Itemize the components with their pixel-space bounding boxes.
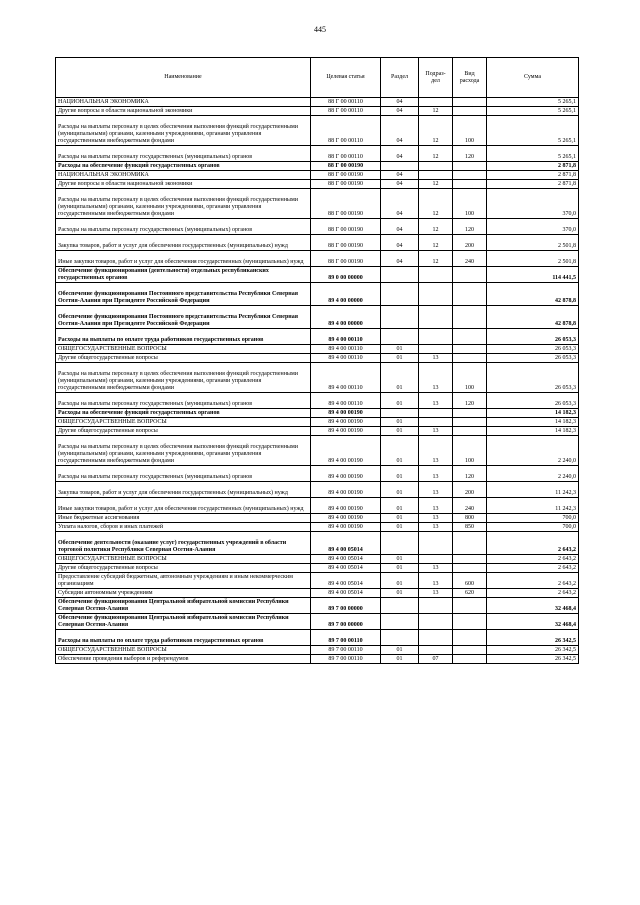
cell-section: 01: [381, 363, 419, 393]
table-row: [56, 146, 579, 162]
cell-target-code: 89 4 00 00190: [311, 418, 381, 427]
cell-name: Обеспечение функционирования Центральной избирательной комиссии Республики Северная Осетия-Алания: [56, 614, 311, 630]
cell-target-code: 89 4 00 05014: [311, 555, 381, 564]
cell-target-code: 89 4 00 00190: [311, 436, 381, 466]
cell-name: Расходы на обеспечение функций государственных органов: [56, 409, 311, 418]
header-name: Наименование: [56, 58, 311, 98]
table-row: [56, 427, 579, 436]
cell-expense-type: [453, 646, 487, 655]
table-row: [56, 267, 579, 283]
cell-sum: 42 878,8: [487, 306, 579, 329]
cell-expense-type: 850: [453, 523, 487, 532]
cell-sum: 5 265,1: [487, 107, 579, 116]
table-row: [56, 532, 579, 555]
cell-name: Субсидии автономным учреждениям: [56, 589, 311, 598]
cell-section: 01: [381, 523, 419, 532]
cell-expense-type: [453, 427, 487, 436]
cell-sum: 11 242,3: [487, 482, 579, 498]
cell-subsection: 13: [419, 427, 453, 436]
cell-section: [381, 267, 419, 283]
cell-sum: 26 053,3: [487, 363, 579, 393]
cell-target-code: 88 Г 00 00190: [311, 180, 381, 189]
cell-sum: 2 643,2: [487, 564, 579, 573]
table-row: [56, 180, 579, 189]
cell-subsection: [419, 409, 453, 418]
cell-subsection: 13: [419, 573, 453, 589]
cell-target-code: 89 4 00 00190: [311, 427, 381, 436]
cell-section: 04: [381, 219, 419, 235]
cell-subsection: [419, 171, 453, 180]
table-row: [56, 555, 579, 564]
table-row: [56, 251, 579, 267]
cell-subsection: [419, 329, 453, 345]
cell-name: Уплата налогов, сборов и иных платежей: [56, 523, 311, 532]
cell-expense-type: 100: [453, 116, 487, 146]
cell-name: Расходы на выплаты персоналу в целях обеспечения выполнения функций государственными (муниципальными) органами, казенными учреждениями, органами управления государственными внебюджетными фондами: [56, 436, 311, 466]
cell-sum: 2 501,8: [487, 251, 579, 267]
cell-expense-type: 240: [453, 251, 487, 267]
cell-target-code: 89 4 00 00190: [311, 482, 381, 498]
budget-table: [55, 57, 579, 664]
cell-target-code: 89 4 00 00190: [311, 523, 381, 532]
cell-section: 04: [381, 171, 419, 180]
cell-expense-type: [453, 329, 487, 345]
table-row: [56, 573, 579, 589]
cell-subsection: [419, 306, 453, 329]
cell-section: [381, 409, 419, 418]
cell-subsection: [419, 98, 453, 107]
cell-sum: 2 643,2: [487, 555, 579, 564]
cell-section: 01: [381, 354, 419, 363]
cell-target-code: 89 4 00 00190: [311, 409, 381, 418]
cell-subsection: 12: [419, 107, 453, 116]
cell-name: Обеспечение функционирования Центральной избирательной комиссии Республики Северная Осетия-Алания: [56, 598, 311, 614]
cell-target-code: 89 4 00 00190: [311, 514, 381, 523]
cell-expense-type: 120: [453, 393, 487, 409]
cell-target-code: 89 4 00 00000: [311, 306, 381, 329]
cell-subsection: [419, 630, 453, 646]
cell-expense-type: [453, 354, 487, 363]
cell-name: Расходы на выплаты персоналу в целях обеспечения выполнения функций государственными (муниципальными) органами, казенными учреждениями, органами управления государственными внебюджетными фондами: [56, 116, 311, 146]
table-body: [56, 98, 579, 664]
cell-subsection: 13: [419, 523, 453, 532]
cell-subsection: [419, 162, 453, 171]
cell-subsection: 12: [419, 180, 453, 189]
cell-name: Предоставление субсидий бюджетным, автономным учреждениям и иным некоммерческим организациям: [56, 573, 311, 589]
cell-sum: 2 871,8: [487, 162, 579, 171]
cell-subsection: 13: [419, 482, 453, 498]
cell-expense-type: [453, 306, 487, 329]
table-row: [56, 482, 579, 498]
cell-sum: 2 240,0: [487, 436, 579, 466]
cell-sum: 2 501,8: [487, 235, 579, 251]
cell-name: Другие общегосударственные вопросы: [56, 427, 311, 436]
table-row: [56, 514, 579, 523]
cell-section: [381, 630, 419, 646]
cell-expense-type: [453, 409, 487, 418]
cell-target-code: 88 Г 00 00110: [311, 107, 381, 116]
cell-section: 04: [381, 146, 419, 162]
cell-name: ОБЩЕГОСУДАРСТВЕННЫЕ ВОПРОСЫ: [56, 646, 311, 655]
table-row: [56, 363, 579, 393]
cell-expense-type: [453, 180, 487, 189]
cell-subsection: [419, 614, 453, 630]
cell-name: Расходы на выплаты персоналу государственных (муниципальных) органов: [56, 146, 311, 162]
cell-target-code: 89 4 00 00000: [311, 283, 381, 306]
cell-section: [381, 329, 419, 345]
cell-target-code: 88 Г 00 00190: [311, 219, 381, 235]
cell-target-code: 88 Г 00 00110: [311, 146, 381, 162]
cell-section: [381, 532, 419, 555]
cell-subsection: 13: [419, 393, 453, 409]
cell-section: 01: [381, 345, 419, 354]
cell-section: [381, 598, 419, 614]
cell-sum: 42 878,8: [487, 283, 579, 306]
cell-expense-type: 120: [453, 466, 487, 482]
cell-section: 04: [381, 189, 419, 219]
cell-name: Другие общегосударственные вопросы: [56, 354, 311, 363]
cell-name: Расходы на выплаты по оплате труда работников государственных органов: [56, 630, 311, 646]
table-row: [56, 98, 579, 107]
table-row: [56, 393, 579, 409]
cell-subsection: 13: [419, 354, 453, 363]
table-row: [56, 283, 579, 306]
cell-expense-type: [453, 107, 487, 116]
cell-target-code: 89 7 00 00000: [311, 598, 381, 614]
cell-sum: 26 342,5: [487, 646, 579, 655]
cell-subsection: 12: [419, 251, 453, 267]
cell-name: Расходы на выплаты персоналу государственных (муниципальных) органов: [56, 466, 311, 482]
cell-section: 01: [381, 393, 419, 409]
cell-section: 01: [381, 573, 419, 589]
table-row: [56, 564, 579, 573]
cell-section: 01: [381, 498, 419, 514]
cell-sum: 32 468,4: [487, 598, 579, 614]
table-row: [56, 655, 579, 664]
cell-sum: 5 265,1: [487, 146, 579, 162]
cell-expense-type: [453, 564, 487, 573]
cell-sum: 2 643,2: [487, 532, 579, 555]
cell-sum: 2 643,2: [487, 589, 579, 598]
cell-name: Иные закупки товаров, работ и услуг для обеспечения государственных (муниципальных) нужд: [56, 498, 311, 514]
cell-subsection: [419, 532, 453, 555]
cell-target-code: 88 Г 00 00190: [311, 162, 381, 171]
table-row: [56, 409, 579, 418]
cell-sum: 26 053,3: [487, 329, 579, 345]
cell-sum: 14 182,3: [487, 427, 579, 436]
cell-name: Иные бюджетные ассигнования: [56, 514, 311, 523]
cell-sum: 26 342,5: [487, 630, 579, 646]
cell-section: [381, 614, 419, 630]
cell-target-code: 89 4 00 00110: [311, 329, 381, 345]
cell-name: Расходы на выплаты по оплате труда работников государственных органов: [56, 329, 311, 345]
cell-subsection: [419, 283, 453, 306]
cell-sum: 5 265,1: [487, 116, 579, 146]
cell-section: 04: [381, 180, 419, 189]
cell-section: 04: [381, 116, 419, 146]
cell-target-code: 88 Г 00 00190: [311, 189, 381, 219]
cell-sum: 2 871,8: [487, 180, 579, 189]
cell-subsection: [419, 598, 453, 614]
table-row: [56, 614, 579, 630]
cell-subsection: 13: [419, 363, 453, 393]
cell-subsection: 13: [419, 466, 453, 482]
table-row: [56, 630, 579, 646]
cell-target-code: 89 4 00 00110: [311, 345, 381, 354]
cell-subsection: 12: [419, 146, 453, 162]
cell-sum: 14 182,3: [487, 418, 579, 427]
table-row: [56, 107, 579, 116]
cell-name: Закупка товаров, работ и услуг для обеспечения государственных (муниципальных) нужд: [56, 235, 311, 251]
cell-section: 04: [381, 235, 419, 251]
cell-section: 01: [381, 589, 419, 598]
cell-section: 04: [381, 98, 419, 107]
cell-section: 01: [381, 655, 419, 664]
cell-name: Расходы на выплаты персоналу государственных (муниципальных) органов: [56, 219, 311, 235]
cell-expense-type: [453, 162, 487, 171]
cell-section: 01: [381, 466, 419, 482]
cell-expense-type: 120: [453, 219, 487, 235]
cell-section: 01: [381, 564, 419, 573]
cell-target-code: 89 7 00 00110: [311, 630, 381, 646]
cell-section: 04: [381, 107, 419, 116]
cell-target-code: 88 Г 00 00110: [311, 98, 381, 107]
cell-target-code: 88 Г 00 00190: [311, 251, 381, 267]
cell-subsection: 07: [419, 655, 453, 664]
header-section: Раздел: [381, 58, 419, 98]
cell-section: 01: [381, 555, 419, 564]
cell-name: НАЦИОНАЛЬНАЯ ЭКОНОМИКА: [56, 171, 311, 180]
cell-subsection: [419, 418, 453, 427]
cell-expense-type: [453, 283, 487, 306]
cell-sum: 2 643,2: [487, 573, 579, 589]
table-header-row: [56, 58, 579, 98]
table-row: [56, 235, 579, 251]
cell-subsection: 12: [419, 235, 453, 251]
cell-target-code: 89 7 00 00110: [311, 655, 381, 664]
cell-expense-type: 620: [453, 589, 487, 598]
cell-sum: 370,0: [487, 219, 579, 235]
cell-section: [381, 306, 419, 329]
cell-expense-type: [453, 345, 487, 354]
cell-expense-type: [453, 598, 487, 614]
cell-expense-type: [453, 267, 487, 283]
cell-name: ОБЩЕГОСУДАРСТВЕННЫЕ ВОПРОСЫ: [56, 345, 311, 354]
cell-target-code: 89 7 00 00000: [311, 614, 381, 630]
cell-expense-type: [453, 418, 487, 427]
table-row: [56, 523, 579, 532]
cell-expense-type: [453, 171, 487, 180]
cell-subsection: 12: [419, 116, 453, 146]
cell-target-code: 89 4 00 00190: [311, 466, 381, 482]
cell-target-code: 89 4 00 05014: [311, 589, 381, 598]
cell-sum: 26 053,3: [487, 345, 579, 354]
cell-name: Обеспечение функционирования Постоянного представительства Республики Северная Осетия-Алания при Президенте Российской Федерации: [56, 306, 311, 329]
cell-section: [381, 162, 419, 171]
header-expense-type: Вид расхода: [453, 58, 487, 98]
cell-name: Иные закупки товаров, работ и услуг для обеспечения государственных (муниципальных) нужд: [56, 251, 311, 267]
table-row: [56, 116, 579, 146]
cell-expense-type: 100: [453, 363, 487, 393]
cell-expense-type: 200: [453, 482, 487, 498]
cell-target-code: 89 4 00 00110: [311, 393, 381, 409]
cell-subsection: 13: [419, 498, 453, 514]
cell-expense-type: [453, 614, 487, 630]
cell-name: Другие общегосударственные вопросы: [56, 564, 311, 573]
cell-subsection: 12: [419, 219, 453, 235]
cell-target-code: 89 4 00 05014: [311, 564, 381, 573]
cell-expense-type: 120: [453, 146, 487, 162]
cell-sum: 11 242,3: [487, 498, 579, 514]
cell-expense-type: [453, 630, 487, 646]
cell-name: ОБЩЕГОСУДАРСТВЕННЫЕ ВОПРОСЫ: [56, 418, 311, 427]
cell-sum: 370,0: [487, 189, 579, 219]
cell-name: Расходы на обеспечение функций государственных органов: [56, 162, 311, 171]
cell-section: [381, 283, 419, 306]
cell-target-code: 89 0 00 00000: [311, 267, 381, 283]
cell-name: Обеспечение функционирования (деятельности) отдельных республиканских государственных органов: [56, 267, 311, 283]
table-row: [56, 646, 579, 655]
table-row: [56, 219, 579, 235]
table-row: [56, 345, 579, 354]
cell-section: 01: [381, 427, 419, 436]
cell-expense-type: [453, 532, 487, 555]
cell-name: Другие вопросы в области национальной экономики: [56, 107, 311, 116]
cell-expense-type: 240: [453, 498, 487, 514]
table-row: [56, 589, 579, 598]
cell-name: Расходы на выплаты персоналу в целях обеспечения выполнения функций государственными (муниципальными) органами, казенными учреждениями, органами управления государственными внебюджетными фондами: [56, 363, 311, 393]
cell-target-code: 89 7 00 00110: [311, 646, 381, 655]
cell-subsection: [419, 646, 453, 655]
cell-sum: 5 265,1: [487, 98, 579, 107]
cell-expense-type: 200: [453, 235, 487, 251]
cell-name: Расходы на выплаты персоналу государственных (муниципальных) органов: [56, 393, 311, 409]
cell-subsection: 13: [419, 436, 453, 466]
cell-sum: 2 240,0: [487, 466, 579, 482]
cell-target-code: 89 4 00 00190: [311, 498, 381, 514]
cell-target-code: 88 Г 00 00190: [311, 171, 381, 180]
cell-name: ОБЩЕГОСУДАРСТВЕННЫЕ ВОПРОСЫ: [56, 555, 311, 564]
cell-subsection: [419, 345, 453, 354]
cell-subsection: 13: [419, 589, 453, 598]
table-row: [56, 498, 579, 514]
cell-name: Расходы на выплаты персоналу в целях обеспечения выполнения функций государственными (муниципальными) органами, казенными учреждениями, органами управления государственными внебюджетными фондами: [56, 189, 311, 219]
cell-section: 01: [381, 436, 419, 466]
cell-expense-type: 800: [453, 514, 487, 523]
table-row: [56, 418, 579, 427]
cell-target-code: 89 4 00 00110: [311, 354, 381, 363]
table-row: [56, 598, 579, 614]
cell-section: 01: [381, 482, 419, 498]
cell-subsection: [419, 267, 453, 283]
cell-expense-type: 600: [453, 573, 487, 589]
cell-sum: 700,0: [487, 514, 579, 523]
cell-target-code: 88 Г 00 00190: [311, 235, 381, 251]
cell-section: 01: [381, 418, 419, 427]
cell-sum: 14 182,3: [487, 409, 579, 418]
cell-expense-type: [453, 655, 487, 664]
cell-subsection: 12: [419, 189, 453, 219]
cell-sum: 700,0: [487, 523, 579, 532]
cell-sum: 26 342,5: [487, 655, 579, 664]
cell-target-code: 89 4 00 05014: [311, 532, 381, 555]
table-row: [56, 436, 579, 466]
cell-sum: 26 053,3: [487, 393, 579, 409]
cell-sum: 26 053,3: [487, 354, 579, 363]
cell-name: НАЦИОНАЛЬНАЯ ЭКОНОМИКА: [56, 98, 311, 107]
table-row: [56, 306, 579, 329]
cell-name: Другие вопросы в области национальной экономики: [56, 180, 311, 189]
table-row: [56, 171, 579, 180]
table-row: [56, 329, 579, 345]
cell-section: 01: [381, 514, 419, 523]
cell-name: Обеспечение функционирования Постоянного представительства Республики Северная Осетия-Алания при Президенте Российской Федерации: [56, 283, 311, 306]
header-sum: Сумма: [487, 58, 579, 98]
cell-subsection: 13: [419, 564, 453, 573]
cell-expense-type: [453, 98, 487, 107]
cell-name: Обеспечение проведения выборов и референдумов: [56, 655, 311, 664]
cell-name: Закупка товаров, работ и услуг для обеспечения государственных (муниципальных) нужд: [56, 482, 311, 498]
header-subsection: Подраз- дел: [419, 58, 453, 98]
cell-section: 04: [381, 251, 419, 267]
page-number: 445: [314, 25, 326, 34]
cell-expense-type: 100: [453, 189, 487, 219]
table-row: [56, 354, 579, 363]
cell-name: Обеспечение деятельности (оказание услуг) государственных учреждений в области торговой политики Республики Северная Осетия-Алания: [56, 532, 311, 555]
table-row: [56, 466, 579, 482]
cell-subsection: 13: [419, 514, 453, 523]
cell-sum: 2 871,8: [487, 171, 579, 180]
cell-target-code: 89 4 00 05014: [311, 573, 381, 589]
cell-expense-type: [453, 555, 487, 564]
cell-target-code: 89 4 00 00110: [311, 363, 381, 393]
header-code: Целевая статья: [311, 58, 381, 98]
cell-target-code: 88 Г 00 00110: [311, 116, 381, 146]
cell-subsection: [419, 555, 453, 564]
cell-sum: 32 468,4: [487, 614, 579, 630]
table-row: [56, 189, 579, 219]
cell-section: 01: [381, 646, 419, 655]
cell-expense-type: 100: [453, 436, 487, 466]
cell-sum: 114 441,5: [487, 267, 579, 283]
table-row: [56, 162, 579, 171]
